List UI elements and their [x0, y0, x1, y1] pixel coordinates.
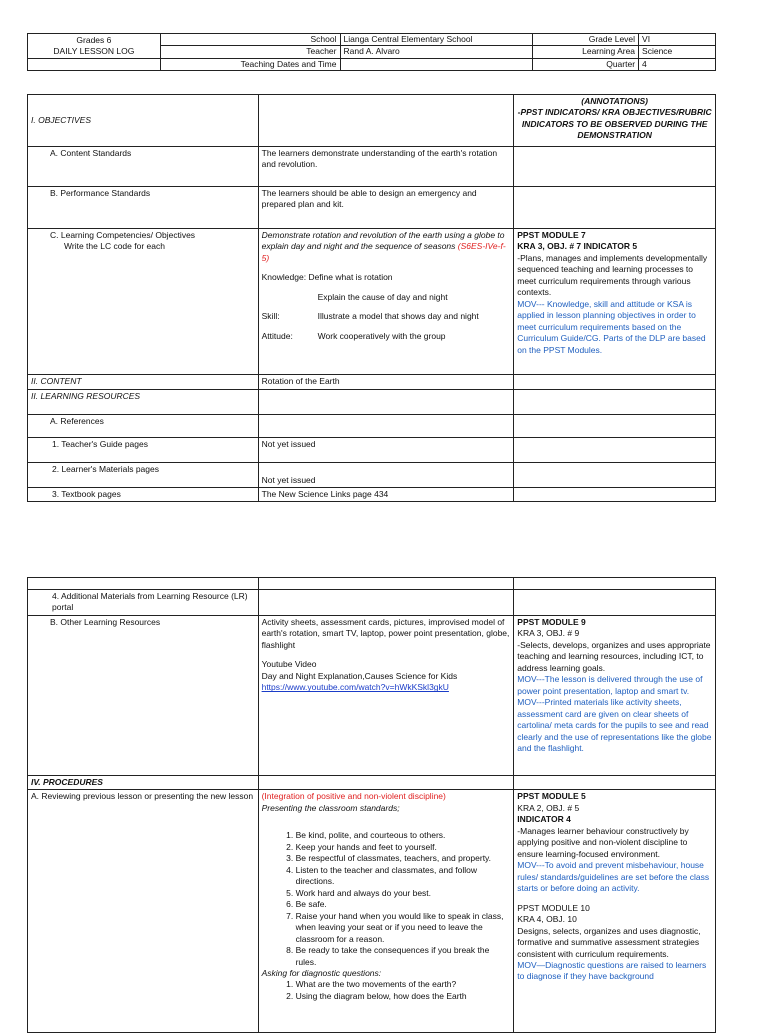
competency-code: (S6ES-IVe-f-5): [261, 241, 506, 263]
skill-text: Illustrate a model that shows day and night: [317, 311, 479, 322]
competencies-label: C. Learning Competencies/ Objectives: [50, 230, 196, 240]
ppst10-kra: KRA 4, OBJ. 10: [517, 914, 577, 925]
attitude-text: Work cooperatively with the group: [317, 330, 446, 341]
ppst10-text: Designs, selects, organizes and uses diagnostic, formative and summative assessment strategies consistent with curriculum requirements.: [517, 925, 701, 959]
textbook-text: The New Science Links page 434: [258, 488, 514, 502]
learning-area-label: Learning Area: [533, 46, 639, 58]
ppst5-text: -Manages learner behaviour constructively by applying positive and non-violent discipline to ensure learning-focused environment.: [517, 825, 689, 859]
textbook-label: 3. Textbook pages: [28, 488, 259, 502]
school-value: Lianga Central Elementary School: [340, 34, 533, 46]
ppst9-annotation: [514, 615, 716, 775]
teacher-value: Rand A. Alvaro: [340, 46, 533, 58]
knowledge-line: [262, 272, 511, 283]
ppst7-title: PPST MODULE 7: [517, 230, 586, 240]
diagnostic-question: 2. Using the diagram below, how does the Earth: [296, 991, 511, 1002]
ppst7-text: -Plans, manages and implements developmentally sequenced teaching and learning processes to meet curriculum requirements through various contexts.: [517, 252, 708, 298]
discipline-note: (Integration of positive and non-violent discipline): [261, 791, 446, 802]
quarter-label: Quarter: [533, 58, 639, 70]
rule-item: 1. Be kind, polite, and courteous to others.: [296, 830, 511, 841]
ppst5-mov: MOV---To avoid and prevent misbehaviour, house rules/ standards/guidelines are set before the class starts or before doing an activity.: [517, 860, 710, 894]
other-resources-label: B. Other Learning Resources: [28, 615, 259, 775]
performance-standards-text: The learners should be able to design an emergency and prepared plan and kit.: [258, 187, 514, 229]
rule-item: 7. Raise your hand when you would like to speak in class, when leaving your seat or if you need to leave the classroom for a reason.: [296, 911, 511, 945]
content-standards-label: A. Content Standards: [28, 147, 259, 187]
header-table: [27, 33, 716, 71]
ppst9-text: -Selects, develops, organizes and uses appropriate teaching and learning resources, including ICT, to address learning goals.: [517, 639, 711, 673]
ppst5-indicator: INDICATOR 4: [517, 814, 571, 825]
youtube-title: Day and Night Explanation,Causes Science for Kids: [261, 670, 458, 681]
attitude-line: [262, 331, 511, 342]
knowledge-text: Define what is rotation: [308, 272, 393, 283]
review-cell: [258, 790, 514, 1033]
ppst7-annotation: [514, 229, 716, 375]
learning-resources-label: II. LEARNING RESOURCES: [28, 390, 259, 415]
other-resources-text: Activity sheets, assessment cards, pictures, improvised model of earth's rotation, smart TV, laptop, power point presentation, globe, flashlight: [261, 616, 510, 650]
school-label: School: [160, 34, 340, 46]
header-grades-cell: [28, 34, 161, 59]
rule-item: 5. Work hard and always do your best.: [296, 888, 511, 899]
log-title: DAILY LESSON LOG: [53, 45, 135, 56]
diagnostic-question: 1. What are the two movements of the earth?: [296, 979, 511, 990]
competency-text: Demonstrate rotation and revolution of the earth using a globe to explain day and night and the sequence of seasons: [261, 230, 505, 252]
youtube-link[interactable]: https://www.youtube.com/watch?v=hWkKSkl3gkU: [261, 682, 449, 693]
references-label: A. References: [28, 415, 259, 438]
skill-line: [262, 311, 511, 322]
grades-label: Grades 6: [76, 34, 112, 45]
teachers-guide-label: 1. Teacher's Guide pages: [28, 438, 259, 463]
learners-materials-label: 2. Learner's Materials pages: [28, 463, 259, 488]
annotations-heading: (ANNOTATIONS): [581, 96, 648, 106]
classroom-rules-list: [262, 830, 511, 968]
competencies-cell: [28, 229, 259, 375]
procedures-table: [27, 577, 716, 1033]
diagnostic-intro: Asking for diagnostic questions:: [261, 967, 382, 978]
procedures-label: IV. PROCEDURES: [28, 775, 259, 789]
review-label: A. Reviewing previous lesson or presenting the new lesson: [28, 790, 259, 1033]
teachers-guide-text: Not yet issued: [258, 438, 514, 463]
rule-item: 4. Listen to the teacher and classmates, and follow directions.: [296, 865, 511, 888]
competencies-label-note: Write the LC code for each: [64, 241, 165, 252]
ppst5-title: PPST MODULE 5: [517, 791, 586, 802]
annotations-subheading: -PPST INDICATORS/ KRA OBJECTIVES/RUBRIC INDICATORS TO BE OBSERVED DURING THE DEMONSTRATION: [517, 107, 712, 141]
youtube-label: Youtube Video: [261, 659, 317, 670]
standards-intro: Presenting the classroom standards;: [261, 802, 400, 813]
attitude-label: Attitude:: [261, 330, 293, 341]
grade-level-value: VI: [639, 34, 716, 46]
other-resources-cell: [258, 615, 514, 775]
ppst10-title: PPST MODULE 10: [517, 902, 590, 913]
diagnostic-questions-list: [262, 979, 511, 1002]
rule-item: 8. Be ready to take the consequences if you break the rules.: [296, 945, 511, 968]
knowledge-label: Knowledge:: [261, 272, 307, 283]
dates-label: Teaching Dates and Time: [160, 58, 340, 70]
rule-item: 6. Be safe.: [296, 899, 511, 910]
content-standards-text: The learners demonstrate understanding of the earth's rotation and revolution.: [258, 147, 514, 187]
ppst7-kra: KRA 3, OBJ. # 7 INDICATOR 5: [517, 241, 638, 252]
objectives-label: I. OBJECTIVES: [28, 95, 259, 147]
additional-materials-label: 4. Additional Materials from Learning Resource (LR) portal: [28, 590, 259, 616]
annotations-header: [514, 95, 716, 147]
ppst7-mov: MOV--- Knowledge, skill and attitude or KSA is applied in lesson planning objectives in order to meet curriculum requirements based on the Curriculum Guide/CG. Parts of the DLP are based on the PPST Modules.: [517, 298, 706, 355]
ppst9-kra: KRA 3, OBJ. # 9: [517, 628, 580, 639]
learning-area-value: Science: [639, 46, 716, 58]
knowledge-text2: Explain the cause of day and night: [317, 291, 448, 302]
dates-value: [340, 58, 533, 70]
learners-materials-text: Not yet issued: [258, 463, 514, 488]
skill-label: Skill:: [261, 311, 280, 322]
performance-standards-label: B. Performance Standards: [28, 187, 259, 229]
competency-cell: [258, 229, 514, 375]
ppst9-title: PPST MODULE 9: [517, 616, 586, 627]
teacher-label: Teacher: [160, 46, 340, 58]
ppst9-mov2: MOV---Printed materials like activity sheets, assessment card are given on clear sheets of cartolina/ meta cards for the pupils to see and read clearly and the use of representations like the globe and the flashlight.: [517, 697, 712, 754]
rule-item: 2. Keep your hands and feet to yourself.: [296, 842, 511, 853]
ppst5-kra: KRA 2, OBJ. # 5: [517, 802, 580, 813]
content-label: II. CONTENT: [28, 375, 259, 390]
ppst5-ppst10-annotation: [514, 790, 716, 1033]
quarter-value: 4: [639, 58, 716, 70]
ppst10-mov: MOV—Diagnostic questions are raised to learners to diagnose if they have background: [517, 959, 707, 982]
grade-level-label: Grade Level: [533, 34, 639, 46]
objectives-table: [27, 94, 716, 502]
content-text: Rotation of the Earth: [258, 375, 514, 390]
ppst9-mov1: MOV---The lesson is delivered through the use of power point presentation, laptop and smart tv.: [517, 674, 703, 696]
rule-item: 3. Be respectful of classmates, teachers, and property.: [296, 853, 511, 864]
